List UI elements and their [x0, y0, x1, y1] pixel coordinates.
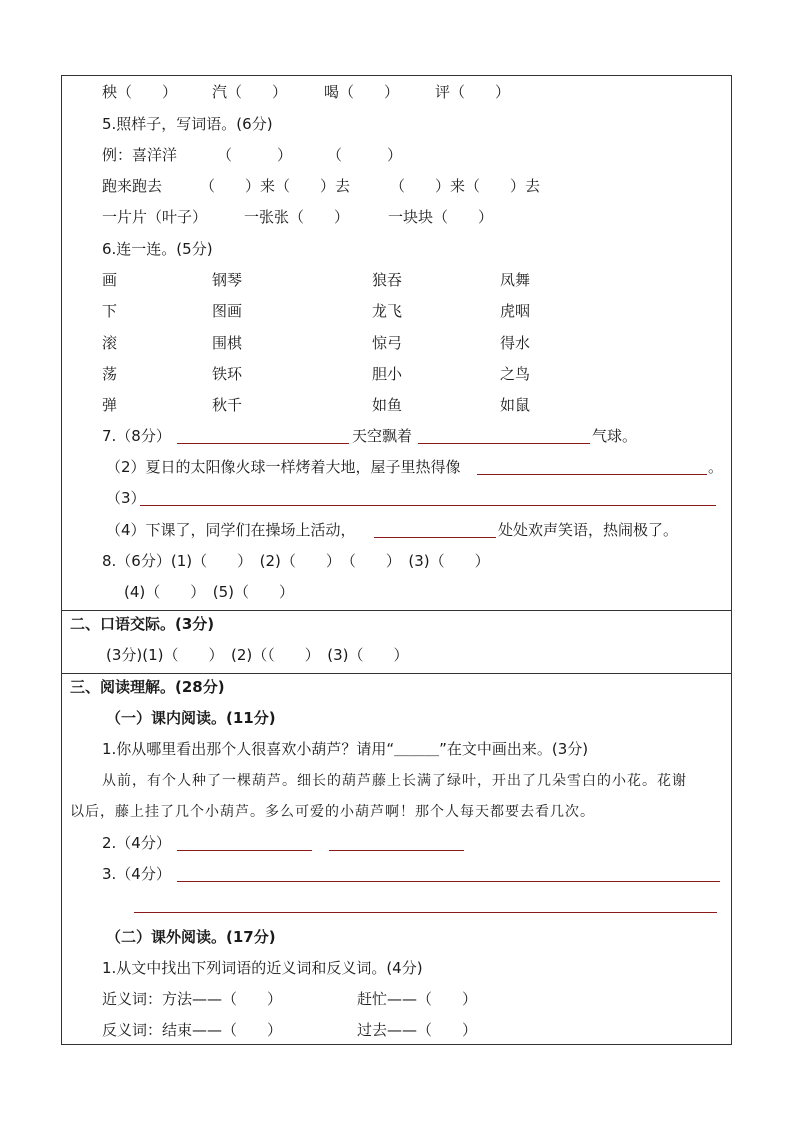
- q6-c3-4: 胆小: [372, 365, 403, 383]
- q7-answer-line-1[interactable]: [177, 443, 349, 444]
- section-divider-2: [62, 610, 731, 611]
- q6-c1-4: 荡: [102, 365, 118, 383]
- antonym-b: 过去——（ ）: [357, 1021, 478, 1039]
- q4-item-3: 喝（ ）: [324, 83, 400, 101]
- q5-title: 5.照样子，写词语。(6分): [102, 115, 273, 133]
- antonym-a: 反义词：结束——（ ）: [102, 1021, 283, 1039]
- q7-answer-line-5[interactable]: [374, 537, 496, 538]
- q7-line2-end: 。: [708, 458, 724, 476]
- passage-line-2: 以后，藤上挂了几个小葫芦。多么可爱的小葫芦啊！那个人每天都要去看几次。: [70, 804, 595, 820]
- q6-c1-3: 滚: [102, 334, 118, 352]
- s3-q3-answer-1[interactable]: [177, 881, 720, 882]
- q6-c3-3: 惊弓: [372, 334, 403, 352]
- q6-c1-2: 下: [102, 302, 118, 320]
- q6-c4-3: 得水: [500, 334, 531, 352]
- q8-line1: 8.（6分）(1)（ ） (2)（ ） （ ） (3)（ ）: [102, 552, 490, 570]
- s3-q1: 1.你从哪里看出那个人很喜欢小葫芦？请用“＿＿＿”在文中画出来。(3分): [102, 740, 589, 758]
- section-divider-3: [62, 673, 731, 674]
- s3-q2-answer-1[interactable]: [177, 850, 312, 851]
- q6-c3-5: 如鱼: [372, 396, 403, 414]
- q5-row2-b: （ ）来（ ）去: [200, 177, 351, 195]
- q6-c2-4: 铁环: [212, 365, 243, 383]
- section-2-title: 二、口语交际。(3分): [70, 615, 215, 633]
- q6-c2-2: 图画: [212, 302, 243, 320]
- q5-row3-b: 一张张（ ）: [244, 208, 350, 226]
- q7-line4a: （4）下课了，同学们在操场上活动，: [106, 521, 356, 539]
- s3-q2: 2.（4分）: [102, 834, 171, 852]
- q5-row2-a: 跑来跑去: [102, 177, 163, 195]
- q4-item-1: 秧（ ）: [102, 83, 178, 101]
- q7-prefix: 7.（8分）: [102, 427, 171, 445]
- q6-c1-5: 弹: [102, 396, 118, 414]
- q7-answer-line-3[interactable]: [477, 474, 707, 475]
- passage-line-1: 从前，有个人种了一棵葫芦。细长的葫芦藤上长满了绿叶，开出了几朵雪白的小花。花谢: [102, 773, 687, 789]
- q6-c2-5: 秋千: [212, 396, 243, 414]
- synonym-a: 近义词：方法——（ ）: [102, 990, 283, 1008]
- q5-blank-1: （ ）: [217, 146, 293, 164]
- q6-c4-1: 凤舞: [500, 271, 531, 289]
- q6-title: 6.连一连。(5分): [102, 240, 213, 258]
- q4-item-4: 评（ ）: [435, 83, 511, 101]
- q6-c2-1: 钢琴: [212, 271, 243, 289]
- q6-c1-1: 画: [102, 271, 118, 289]
- q5-blank-2: （ ）: [327, 146, 403, 164]
- q6-c2-3: 围棋: [212, 334, 243, 352]
- q7-line3: （3）: [106, 489, 146, 507]
- section-3-sub1: （一）课内阅读。(11分): [106, 709, 276, 727]
- q5-row3-a: 一片片（叶子）: [102, 208, 208, 226]
- section-3-title: 三、阅读理解。(28分): [70, 678, 225, 696]
- q6-c3-1: 狼吞: [372, 271, 403, 289]
- q6-c4-4: 之鸟: [500, 365, 531, 383]
- q7-line4b: 处处欢声笑语，热闹极了。: [498, 521, 679, 539]
- s3-q3: 3.（4分）: [102, 865, 171, 883]
- q7-mid: 天空飘着: [352, 427, 413, 445]
- q7-answer-line-2[interactable]: [418, 443, 590, 444]
- q6-c3-2: 龙飞: [372, 302, 403, 320]
- q6-c4-2: 虎咽: [500, 302, 531, 320]
- q5-row3-c: 一块块（ ）: [388, 208, 494, 226]
- synonym-b: 赶忙——（ ）: [357, 990, 478, 1008]
- q7-answer-line-4[interactable]: [140, 505, 716, 506]
- s3-ext-q1: 1.从文中找出下列词语的近义词和反义词。(4分): [102, 959, 423, 977]
- s3-q2-answer-2[interactable]: [329, 850, 464, 851]
- worksheet-frame: [61, 75, 732, 1045]
- q4-item-2: 汽（ ）: [212, 83, 288, 101]
- section-2-line: (3分)(1)（ ） (2)（（ ） (3)（ ）: [106, 646, 409, 664]
- q5-row2-c: （ ）来（ ）去: [390, 177, 541, 195]
- q7-end: 气球。: [592, 427, 638, 445]
- section-3-sub2: （二）课外阅读。(17分): [106, 928, 276, 946]
- q6-c4-5: 如鼠: [500, 396, 531, 414]
- q8-line2: (4)（ ） (5)（ ）: [124, 583, 294, 601]
- s3-q3-answer-2[interactable]: [134, 912, 717, 913]
- q7-line2: （2）夏日的太阳像火球一样烤着大地，屋子里热得像: [106, 458, 461, 476]
- q5-example: 例：喜洋洋: [102, 146, 178, 164]
